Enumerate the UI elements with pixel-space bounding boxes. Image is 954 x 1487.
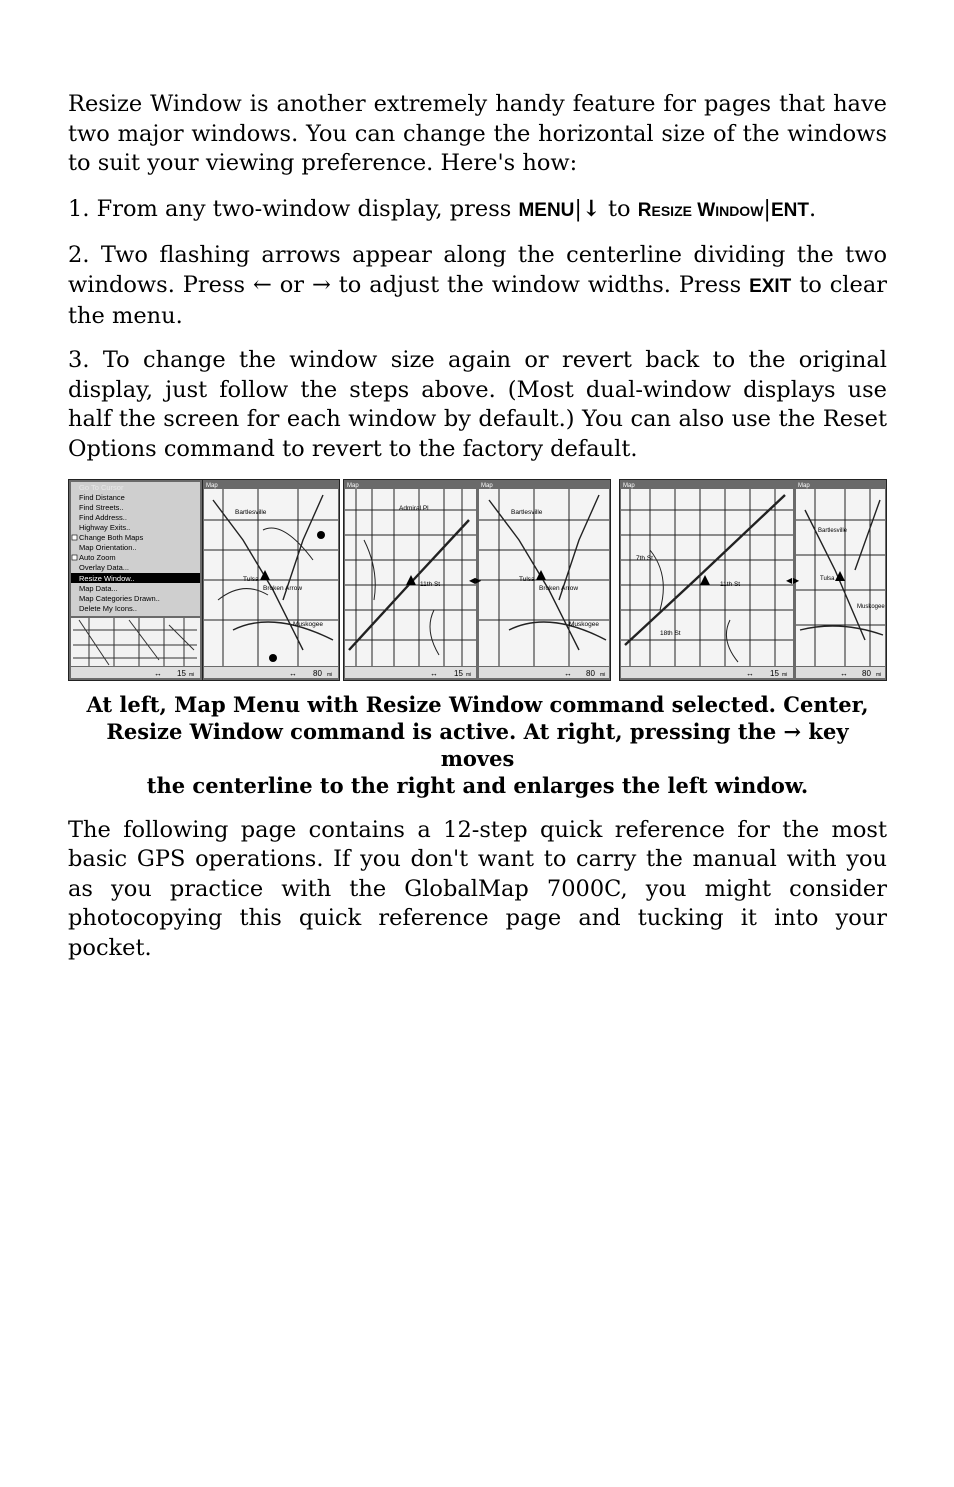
page-content bbox=[68, 90, 887, 964]
separator: | bbox=[574, 195, 582, 222]
svg-text:Map: Map bbox=[481, 482, 493, 489]
menu-item: Change Both Maps bbox=[79, 532, 144, 542]
menu-item: Overlay Data... bbox=[79, 562, 130, 572]
separator: | bbox=[763, 195, 771, 222]
city-label: Tulsa bbox=[820, 575, 835, 582]
figure-caption bbox=[68, 691, 887, 799]
svg-text:80: 80 bbox=[862, 668, 871, 678]
svg-text:↔: ↔ bbox=[746, 668, 754, 678]
menu-item: Find Streets.. bbox=[79, 502, 124, 512]
closing-paragraph: The following page contains a 12-step quick reference for the most basic GPS operations. If you don't want to carry the manual with you as you practice with the GlobalMap 7000C, you might consider photocopying this quick reference page and tucking it into your pocket. bbox=[68, 816, 887, 961]
menu-item: Map Orientation.. bbox=[79, 542, 137, 552]
down-arrow-key: ↓ bbox=[582, 195, 601, 222]
right-arrow-icon: ▶ bbox=[475, 575, 482, 585]
svg-text:Map: Map bbox=[347, 482, 359, 489]
menu-key: MENU bbox=[518, 199, 575, 221]
svg-text:mi: mi bbox=[466, 671, 472, 678]
svg-text:↔: ↔ bbox=[564, 668, 572, 678]
menu-item-selected: Resize Window.. bbox=[79, 573, 135, 583]
city-label: Muskogee bbox=[857, 603, 885, 610]
right-arrow-icon: ▶ bbox=[793, 575, 800, 585]
svg-text:↔: ↔ bbox=[840, 668, 848, 678]
caption-line-1: At left, Map Menu with Resize Window command selected. Center, bbox=[86, 691, 869, 717]
step-1: 1. From any two-window display, press MENU|↓ to RESIZE WINDOW|ENT. bbox=[68, 195, 817, 222]
screenshot-row bbox=[68, 479, 887, 681]
svg-text:mi: mi bbox=[600, 671, 606, 678]
street-label: 11th St bbox=[420, 580, 441, 588]
step-2-text: 2. Two flashing arrows appear along the centerline dividing the two windows. Press bbox=[68, 242, 887, 298]
left-arrow-icon: ◀ bbox=[469, 575, 476, 585]
menu-item: Highway Exits.. bbox=[79, 522, 131, 532]
svg-text:mi: mi bbox=[189, 671, 195, 678]
left-arrow-icon: ◀ bbox=[786, 575, 793, 585]
menu-item: Go To Cursor bbox=[79, 482, 124, 492]
city-label: Muskogee bbox=[569, 620, 599, 628]
scale-value: 80 bbox=[313, 668, 322, 678]
step-1-to: to bbox=[600, 195, 638, 222]
screenshot-menu-resize bbox=[68, 479, 203, 681]
city-label: Bartlesville bbox=[818, 527, 848, 534]
caption-line-3: the centerline to the right and enlarges the left window. bbox=[146, 772, 809, 798]
city-label: Tulsa bbox=[519, 575, 535, 583]
svg-text:mi: mi bbox=[782, 671, 788, 678]
menu-item: Delete My Icons.. bbox=[79, 603, 137, 613]
svg-text:Map: Map bbox=[206, 482, 218, 489]
step-3: 3. To change the window size again or revert back to the original display, just follow the steps above. (Most dual-window displays use half the screen for each window by default.) You can also use the Reset Options command to revert to the factory default. bbox=[68, 347, 887, 462]
screenshot-map-overview bbox=[202, 479, 340, 681]
svg-text:15: 15 bbox=[454, 668, 463, 678]
menu-item: Map Categories Drawn.. bbox=[79, 593, 160, 603]
city-label: Bartlesville bbox=[511, 508, 543, 516]
menu-item: Find Distance bbox=[79, 492, 125, 502]
screenshot-resized bbox=[619, 479, 887, 681]
svg-text:mi: mi bbox=[327, 671, 333, 678]
city-label: Tulsa bbox=[243, 575, 259, 583]
svg-text:Map: Map bbox=[623, 482, 635, 489]
left-arrow-key: ← bbox=[252, 271, 272, 298]
menu-item: Auto Zoom bbox=[79, 552, 116, 562]
intro-paragraph: Resize Window is another extremely handy feature for pages that have two major windows. You can change the horizontal size of the windows to suit your viewing preference. Here's how: bbox=[68, 91, 887, 177]
ent-key: ENT bbox=[771, 199, 809, 221]
svg-text:80: 80 bbox=[586, 668, 595, 678]
svg-text:15: 15 bbox=[770, 668, 779, 678]
street-label: Admiral Pl bbox=[399, 504, 429, 512]
menu-item: Find Address.. bbox=[79, 512, 127, 522]
menu-item: Map Data... bbox=[79, 583, 118, 593]
street-label: 11th St bbox=[720, 580, 741, 588]
street-label: 18th St bbox=[660, 629, 681, 637]
right-arrow-key: → bbox=[311, 271, 331, 298]
svg-text:↔: ↔ bbox=[430, 668, 438, 678]
exit-key: EXIT bbox=[749, 275, 792, 297]
city-label: Bartlesville bbox=[235, 508, 267, 516]
scale-arrow-icon: ↔ bbox=[154, 668, 162, 678]
scale-arrow-icon: ↔ bbox=[289, 668, 297, 678]
city-label: Broken Arrow bbox=[263, 584, 303, 592]
svg-text:Map: Map bbox=[798, 482, 810, 489]
city-label: Broken Arrow bbox=[539, 584, 579, 592]
resize-window-command: RESIZE WINDOW bbox=[637, 199, 764, 221]
caption-line-2: Resize Window command is active. At right, pressing the → key moves bbox=[106, 718, 849, 771]
svg-text:mi: mi bbox=[876, 671, 882, 678]
scale-value: 15 bbox=[177, 668, 186, 678]
screenshot-resize-active bbox=[343, 479, 611, 681]
street-label: 7th St bbox=[636, 554, 653, 562]
step-1-text: 1. From any two-window display, press bbox=[68, 195, 519, 222]
city-label: Muskogee bbox=[293, 620, 323, 628]
step-2: 2. Two flashing arrows appear along the centerline dividing the two windows. Press ← or → to adjust the window widths. Press EXIT to clear the menu. bbox=[68, 242, 887, 329]
